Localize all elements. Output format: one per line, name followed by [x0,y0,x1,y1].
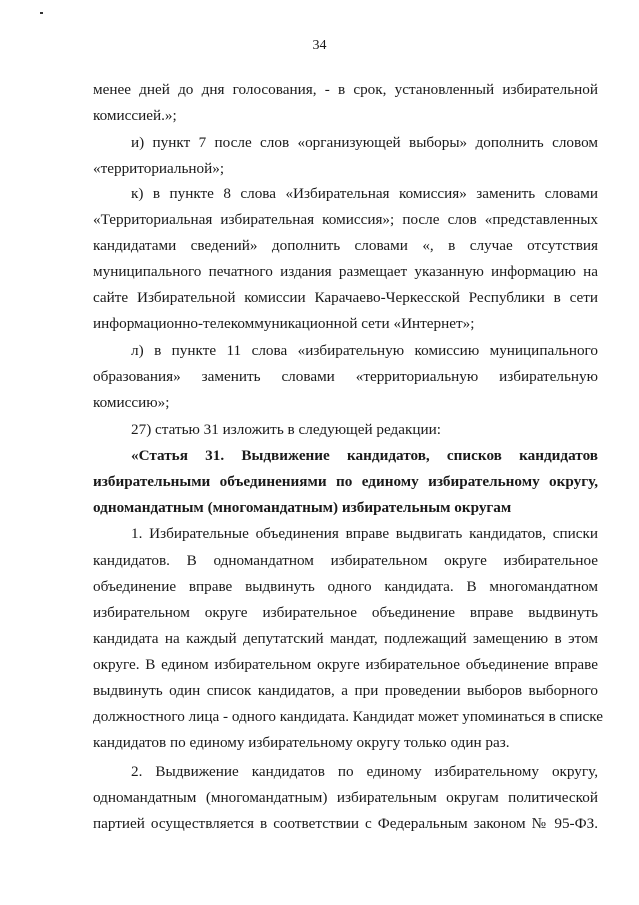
text-line: кандидатов. В одномандатном избирательном округе избирательное [93,552,598,569]
text-line: кандидатов по единому избирательному округу только один раз. [93,734,510,751]
text-line: информационно-телекоммуникационной сети «Интернет»; [93,315,475,332]
text-line: 27) статью 31 изложить в следующей редакции: [131,421,441,438]
text-line: муниципального печатного издания размещает указанную информацию на [93,263,598,280]
text-line: комиссией.»; [93,107,177,124]
text-line: партией осуществляется в соответствии с Федеральным законом № 95-ФЗ. [93,815,598,832]
text-line: 1. Избирательные объединения вправе выдвигать кандидатов, списки [131,525,598,542]
text-line: «территориальной»; [93,160,225,177]
text-line: кандидатами сведений» дополнить словами «, в случае отсутствия [93,237,598,254]
page-number: 34 [312,38,327,53]
article-heading-line: избирательными объединениями по единому избирательному округу, [93,473,598,490]
text-line: л) в пункте 11 слова «избирательную комиссию муниципального [131,342,598,359]
text-line: комиссию»; [93,394,170,411]
text-line: сайте Избирательной комиссии Карачаево-Черкесской Республики в сети [93,289,598,306]
text-line: и) пункт 7 после слов «организующей выборы» дополнить словом [131,134,598,151]
text-line: округе. В едином избирательном округе избирательное объединение вправе [93,656,598,673]
text-line: одномандатным (многомандатным) избирательным округам политической [93,789,598,806]
text-line: должностного лица - одного кандидата. Кандидат может упоминаться в списке [93,708,604,725]
text-line: кандидата на каждый депутатский мандат, подлежащий замещению в этом [93,630,598,647]
text-line: избирательном округе избирательное объединение вправе выдвинуть [93,604,598,621]
text-line: образования» заменить словами «территориальную избирательную [93,368,598,385]
text-line: менее дней до дня голосования, - в срок, установленный избирательной [93,81,598,98]
text-line: «Территориальная избирательная комиссия»; после слов «представленных [93,211,598,228]
article-heading-line: «Статья 31. Выдвижение кандидатов, списков кандидатов [131,447,598,464]
text-line: объединение вправе выдвинуть одного кандидата. В многомандатном [93,578,598,595]
text-line: к) в пункте 8 слова «Избирательная комиссия» заменить словами [131,185,598,202]
text-line: 2. Выдвижение кандидатов по единому избирательному округу, [131,763,598,780]
article-heading-line: одномандатным (многомандатным) избирательным округам [93,499,512,516]
scan-mark [40,12,43,14]
text-line: выдвинуть один список кандидатов, а при проведении выборов выборного [93,682,598,699]
